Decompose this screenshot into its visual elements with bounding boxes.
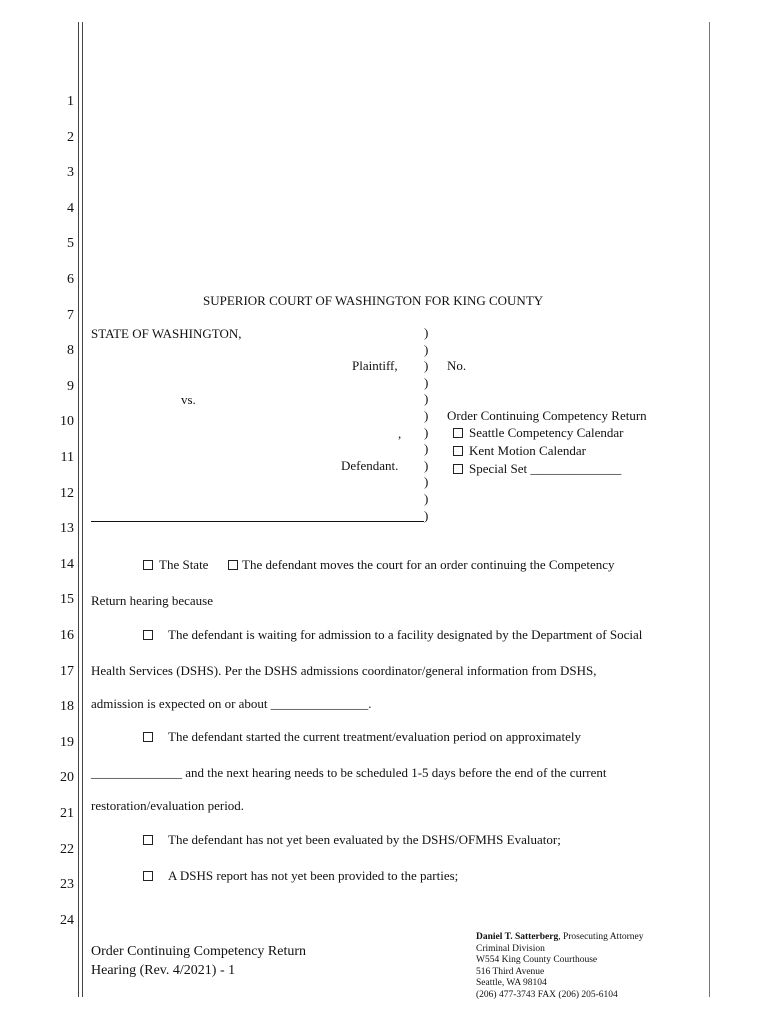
caption-state: STATE OF WASHINGTON, xyxy=(91,326,242,341)
calendar-option-special-set[interactable] xyxy=(453,461,621,477)
paren: ) xyxy=(424,408,429,423)
reason-treatment-period[interactable] xyxy=(143,729,581,745)
reason-text: A DSHS report has not yet been provided to the parties; xyxy=(168,868,459,883)
calendar-option-kent[interactable] xyxy=(453,443,586,459)
line-number: 13 xyxy=(60,521,74,536)
line-number: 17 xyxy=(60,664,74,679)
checkbox[interactable] xyxy=(453,446,463,456)
line-number: 2 xyxy=(67,130,74,145)
line-number: 24 xyxy=(60,913,74,928)
case-number-label: No. xyxy=(447,358,467,373)
court-title: SUPERIOR COURT OF WASHINGTON FOR KING COUNTY xyxy=(203,293,544,308)
checkbox[interactable] xyxy=(143,630,153,640)
caption-vs: vs. xyxy=(181,392,196,407)
checkbox[interactable] xyxy=(453,464,463,474)
line-number: 7 xyxy=(67,308,74,323)
left-margin-rule-2 xyxy=(82,22,83,997)
checkbox[interactable] xyxy=(143,560,153,570)
body-line-17: Health Services (DSHS). Per the DSHS admissions coordinator/general information from DSHS, xyxy=(91,663,597,678)
body-line-15: Return hearing because xyxy=(91,593,214,608)
line-number: 16 xyxy=(60,628,74,643)
line-number: 4 xyxy=(67,201,74,216)
attorney-line xyxy=(476,932,643,944)
paren: ) xyxy=(424,425,429,440)
line-number: 18 xyxy=(60,699,74,714)
paren: ) xyxy=(424,458,429,473)
caption-bottom-rule xyxy=(91,521,424,522)
line-number: 15 xyxy=(60,592,74,607)
paren: ) xyxy=(424,391,429,406)
footer-attorney-block xyxy=(476,932,643,1002)
line-number: 8 xyxy=(67,343,74,358)
paren: ) xyxy=(424,441,429,456)
line-number: 21 xyxy=(60,806,74,821)
reason-text: The defendant is waiting for admission to a facility designated by the Department of Social xyxy=(168,627,643,642)
paren: ) xyxy=(424,325,429,340)
footer-document-title xyxy=(91,942,306,980)
line-number: 14 xyxy=(60,557,74,572)
line-number: 6 xyxy=(67,272,74,287)
option-label: Seattle Competency Calendar xyxy=(469,425,624,440)
paren: ) xyxy=(424,491,429,506)
checkbox[interactable] xyxy=(143,871,153,881)
paren: ) xyxy=(424,474,429,489)
line-number: 1 xyxy=(67,94,74,109)
footer-title-line-1: Order Continuing Competency Return xyxy=(91,944,307,959)
caption-comma: , xyxy=(398,426,402,441)
line-number: 3 xyxy=(67,165,74,180)
attorney-office: W554 King County Courthouse xyxy=(476,955,598,966)
attorney-city: Seattle, WA 98104 xyxy=(476,978,547,989)
line-number: 9 xyxy=(67,379,74,394)
attorney-division: Criminal Division xyxy=(476,943,545,954)
paren: ) xyxy=(424,358,429,373)
checkbox[interactable] xyxy=(228,560,238,570)
attorney-title: , Prosecuting Attorney xyxy=(558,932,644,942)
calendar-option-seattle[interactable] xyxy=(453,425,624,441)
checkbox[interactable] xyxy=(453,428,463,438)
reason-no-report[interactable] xyxy=(143,868,458,884)
checkbox[interactable] xyxy=(143,835,153,845)
option-label: Kent Motion Calendar xyxy=(469,443,586,458)
line-number: 19 xyxy=(60,735,74,750)
mover-defendant-option[interactable] xyxy=(228,557,615,573)
line-number: 5 xyxy=(67,236,74,251)
line-number: 10 xyxy=(60,414,74,429)
mover-state-label: The State xyxy=(159,557,209,572)
paren: ) xyxy=(424,342,429,357)
reason-text: The defendant has not yet been evaluated by the DSHS/OFMHS Evaluator; xyxy=(168,832,561,847)
body-line-20: ______________ and the next hearing needs to be scheduled 1-5 days before the end of the current xyxy=(91,765,607,780)
body-line-21: restoration/evaluation period. xyxy=(91,798,245,813)
attorney-street: 516 Third Avenue xyxy=(476,966,545,977)
reason-awaiting-admission[interactable] xyxy=(143,627,642,643)
reason-not-evaluated[interactable] xyxy=(143,832,561,848)
attorney-name: Daniel T. Satterberg xyxy=(476,932,559,942)
paren: ) xyxy=(424,508,429,523)
order-title: Order Continuing Competency Return xyxy=(447,408,647,423)
line-number: 23 xyxy=(60,877,74,892)
right-margin-rule xyxy=(709,22,710,997)
line-number: 22 xyxy=(60,842,74,857)
line-number: 20 xyxy=(60,770,74,785)
mover-defendant-label: The defendant moves the court for an order continuing the Competency xyxy=(242,557,615,572)
line-number: 12 xyxy=(60,486,74,501)
line-number: 11 xyxy=(60,450,74,465)
caption-defendant: Defendant. xyxy=(341,458,399,473)
body-line-18: admission is expected on or about _______________. xyxy=(91,696,372,711)
checkbox[interactable] xyxy=(143,732,153,742)
attorney-phone: (206) 477-3743 FAX (206) 205-6104 xyxy=(476,989,618,1000)
left-margin-rule-1 xyxy=(78,22,79,997)
footer-title-line-2: Hearing (Rev. 4/2021) - 1 xyxy=(91,963,236,978)
paren: ) xyxy=(424,375,429,390)
mover-state-option[interactable] xyxy=(143,557,208,573)
option-label: Special Set ______________ xyxy=(469,461,622,476)
caption-plaintiff: Plaintiff, xyxy=(352,358,398,373)
reason-text: The defendant started the current treatment/evaluation period on approximately xyxy=(168,729,581,744)
